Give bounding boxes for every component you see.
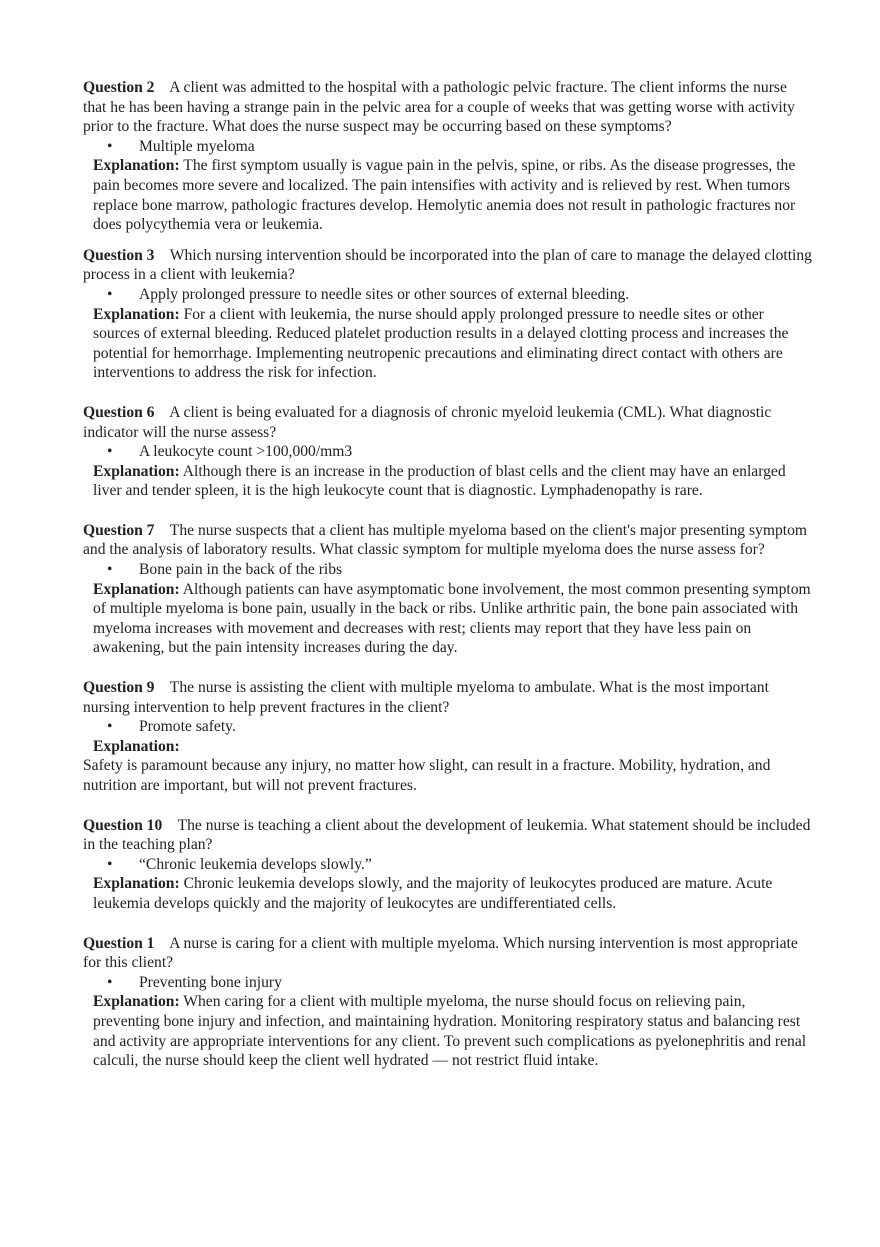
question-block: [83, 246, 813, 383]
explanation: [83, 305, 813, 383]
bullet-icon: •: [107, 973, 113, 991]
explanation-label: Explanation:: [93, 462, 180, 480]
bullet-icon: •: [107, 855, 113, 873]
explanation: [83, 462, 813, 501]
question-number: Question 7: [83, 521, 155, 539]
explanation-text: Although there is an increase in the production of blast cells and the client may have an enlarged liver and tender spleen, it is the high leukocyte count that is diagnostic. Lymphadenopathy is rare.: [93, 462, 786, 500]
explanation: [83, 156, 813, 234]
bullet-icon: •: [107, 718, 113, 736]
bullet-icon: •: [107, 561, 113, 579]
answer-text: Bone pain in the back of the ribs: [139, 561, 343, 579]
explanation-text: Safety is paramount because any injury, no matter how slight, can result in a fracture. Mobility, hydration, and nutrition are important, but will not prevent fractures.: [83, 757, 771, 794]
question-text: [83, 246, 813, 285]
question-block: [83, 678, 813, 796]
answer-text: A leukocyte count >100,000/mm3: [139, 443, 353, 461]
explanation-label: Explanation:: [93, 993, 180, 1011]
question-body: The nurse suspects that a client has multiple myeloma based on the client's major presenting symptom and the analysis of laboratory results. What classic symptom for multiple myeloma does the nurse assess for?: [83, 521, 808, 559]
answer-item: [83, 285, 813, 305]
question-text: [83, 816, 813, 855]
question-text: [83, 403, 813, 442]
answer-item: [83, 973, 813, 993]
document-page: [83, 78, 813, 1071]
question-number: Question 9: [83, 679, 155, 697]
question-text: [83, 78, 813, 137]
question-block: [83, 816, 813, 914]
question-number: Question 6: [83, 403, 155, 421]
answer-text: “Chronic leukemia develops slowly.”: [139, 855, 372, 873]
answer-item: [83, 442, 813, 462]
answer-text: Multiple myeloma: [139, 137, 255, 155]
question-body: The nurse is assisting the client with multiple myeloma to ambulate. What is the most important nursing intervention to help prevent fractures in the client?: [83, 679, 769, 716]
bullet-icon: •: [107, 285, 113, 303]
question-number: Question 10: [83, 816, 163, 834]
explanation-label-line: [83, 737, 813, 757]
question-text: [83, 934, 813, 973]
explanation-text: Although patients can have asymptomatic bone involvement, the most common presenting symptom of multiple myeloma is bone pain, usually in the back or ribs. Unlike arthritic pain, the bone pain associated with myeloma increases with movement and decreases with rest; clients may report that they have less pain on awakening, but the pain intensity increases during the day.: [93, 580, 811, 657]
question-block: [83, 78, 813, 235]
question-block: [83, 934, 813, 1071]
question-body: A nurse is caring for a client with multiple myeloma. Which nursing intervention is most appropriate for this client?: [83, 934, 798, 972]
question-number: Question 3: [83, 246, 155, 264]
bullet-icon: •: [107, 137, 113, 155]
explanation-label: Explanation:: [93, 580, 180, 598]
explanation-text: Chronic leukemia develops slowly, and the majority of leukocytes produced are mature. Acute leukemia develops quickly and the majority of leukocytes are undifferentiated cells.: [93, 875, 773, 912]
question-number: Question 2: [83, 79, 155, 96]
question-body: Which nursing intervention should be incorporated into the plan of care to manage the delayed clotting process in a client with leukemia?: [83, 246, 812, 284]
answer-item: [83, 855, 813, 875]
question-number: Question 1: [83, 934, 155, 952]
question-body: A client was admitted to the hospital with a pathologic pelvic fracture. The client informs the nurse that he has been having a strange pain in the pelvic area for a couple of weeks that was getting worse with activity prior to the fracture. What does the nurse suspect may be occurring based on these symptoms?: [83, 79, 795, 136]
question-body: The nurse is teaching a client about the development of leukemia. What statement should be included in the teaching plan?: [83, 816, 811, 854]
answer-text: Preventing bone injury: [139, 973, 282, 991]
explanation-label: Explanation:: [93, 305, 180, 323]
explanation-label: Explanation:: [93, 875, 180, 893]
question-text: [83, 521, 813, 560]
question-block: [83, 403, 813, 501]
explanation-label: Explanation:: [93, 737, 180, 755]
question-text: [83, 678, 813, 717]
question-block: [83, 521, 813, 658]
explanation-text: The first symptom usually is vague pain in the pelvis, spine, or ribs. As the disease progresses, the pain becomes more severe and localized. The pain intensifies with activity and is relieved by rest. When tumors replace bone marrow, pathologic fractures develop. Hemolytic anemia does not result in pathologic fractures nor does polycythemia vera or leukemia.: [93, 157, 796, 234]
explanation: [83, 580, 813, 658]
explanation: [83, 992, 813, 1070]
answer-text: Promote safety.: [139, 718, 236, 736]
answer-item: [83, 560, 813, 580]
explanation-text: For a client with leukemia, the nurse should apply prolonged pressure to needle sites or other sources of external bleeding. Reduced platelet production results in a delayed clotting process and increases the potential for hemorrhage. Implementing neutropenic precautions and eliminating direct contact with others are interventions to address the risk for infection.: [93, 305, 789, 382]
explanation-text: When caring for a client with multiple myeloma, the nurse should focus on relieving pain, preventing bone injury and infection, and maintaining hydration. Monitoring respiratory status and balancing rest and activity are appropriate interventions for any client. To prevent such complications as pyelonephritis and renal calculi, the nurse should keep the client well hydrated — not restrict fluid intake.: [93, 993, 807, 1070]
question-body: A client is being evaluated for a diagnosis of chronic myeloid leukemia (CML). What diagnostic indicator will the nurse assess?: [83, 403, 772, 441]
answer-item: [83, 137, 813, 157]
explanation-label: Explanation:: [93, 157, 180, 175]
bullet-icon: •: [107, 443, 113, 461]
answer-text: Apply prolonged pressure to needle sites or other sources of external bleeding.: [139, 285, 630, 303]
answer-item: [83, 717, 813, 737]
explanation: [83, 874, 813, 913]
